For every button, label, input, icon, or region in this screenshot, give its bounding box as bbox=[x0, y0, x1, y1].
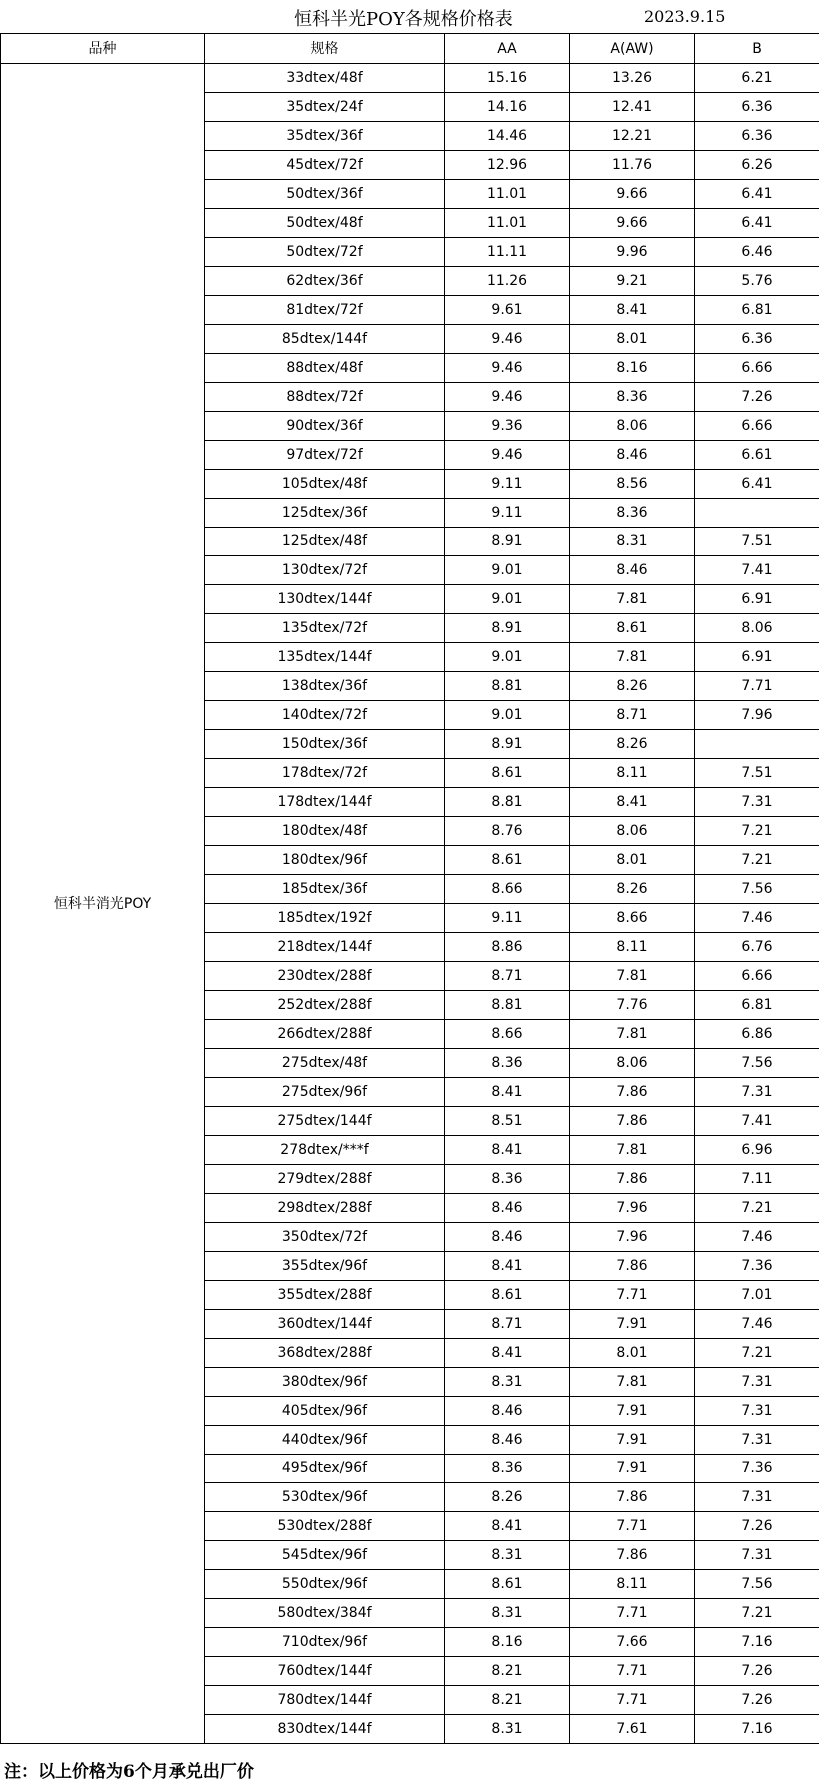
aaw-price-cell: 8.06 bbox=[570, 1048, 695, 1077]
aaw-price-cell: 7.61 bbox=[570, 1715, 695, 1744]
aa-price-cell: 8.46 bbox=[445, 1193, 570, 1222]
aaw-price-cell: 8.36 bbox=[570, 382, 695, 411]
spec-cell: 580dtex/384f bbox=[205, 1599, 445, 1628]
page-title: 恒科半光POY各规格价格表 bbox=[294, 9, 513, 30]
aa-price-cell: 8.36 bbox=[445, 1048, 570, 1077]
b-price-cell: 6.41 bbox=[695, 469, 819, 498]
spec-cell: 780dtex/144f bbox=[205, 1686, 445, 1715]
aa-price-cell: 8.41 bbox=[445, 1251, 570, 1280]
aa-price-cell: 8.66 bbox=[445, 875, 570, 904]
aaw-price-cell: 7.81 bbox=[570, 1367, 695, 1396]
b-price-cell: 7.21 bbox=[695, 1599, 819, 1628]
aa-price-cell: 9.46 bbox=[445, 324, 570, 353]
aaw-price-cell: 9.66 bbox=[570, 179, 695, 208]
b-price-cell: 7.16 bbox=[695, 1628, 819, 1657]
spec-cell: 350dtex/72f bbox=[205, 1222, 445, 1251]
b-price-cell: 7.51 bbox=[695, 527, 819, 556]
aaw-price-cell: 7.91 bbox=[570, 1309, 695, 1338]
b-price-cell: 7.36 bbox=[695, 1454, 819, 1483]
aaw-price-cell: 7.66 bbox=[570, 1628, 695, 1657]
spec-cell: 135dtex/144f bbox=[205, 643, 445, 672]
b-price-cell: 7.56 bbox=[695, 1570, 819, 1599]
aa-price-cell: 8.61 bbox=[445, 1280, 570, 1309]
aaw-price-cell: 8.26 bbox=[570, 730, 695, 759]
aa-price-cell: 11.26 bbox=[445, 266, 570, 295]
b-price-cell: 7.21 bbox=[695, 1193, 819, 1222]
b-price-cell: 6.21 bbox=[695, 64, 819, 93]
aaw-price-cell: 7.86 bbox=[570, 1077, 695, 1106]
b-price-cell: 7.46 bbox=[695, 1222, 819, 1251]
spec-cell: 355dtex/288f bbox=[205, 1280, 445, 1309]
aa-price-cell: 8.81 bbox=[445, 672, 570, 701]
aaw-price-cell: 8.26 bbox=[570, 672, 695, 701]
b-price-cell: 6.61 bbox=[695, 440, 819, 469]
b-price-cell: 6.81 bbox=[695, 295, 819, 324]
aaw-price-cell: 8.06 bbox=[570, 411, 695, 440]
b-price-cell: 7.46 bbox=[695, 1309, 819, 1338]
spec-cell: 50dtex/48f bbox=[205, 208, 445, 237]
b-price-cell: 6.66 bbox=[695, 962, 819, 991]
spec-cell: 130dtex/144f bbox=[205, 585, 445, 614]
aa-price-cell: 9.01 bbox=[445, 585, 570, 614]
b-price-cell: 7.36 bbox=[695, 1251, 819, 1280]
aa-price-cell: 8.41 bbox=[445, 1135, 570, 1164]
b-price-cell: 6.81 bbox=[695, 991, 819, 1020]
b-price-cell: 6.96 bbox=[695, 1135, 819, 1164]
aaw-price-cell: 7.71 bbox=[570, 1686, 695, 1715]
b-price-cell: 7.31 bbox=[695, 788, 819, 817]
aaw-price-cell: 7.96 bbox=[570, 1193, 695, 1222]
aaw-price-cell: 9.66 bbox=[570, 208, 695, 237]
spec-cell: 760dtex/144f bbox=[205, 1657, 445, 1686]
aaw-price-cell: 8.06 bbox=[570, 817, 695, 846]
spec-cell: 50dtex/72f bbox=[205, 237, 445, 266]
aa-price-cell: 8.31 bbox=[445, 1599, 570, 1628]
aaw-price-cell: 8.41 bbox=[570, 788, 695, 817]
spec-cell: 830dtex/144f bbox=[205, 1715, 445, 1744]
spec-cell: 35dtex/24f bbox=[205, 92, 445, 121]
aaw-price-cell: 12.41 bbox=[570, 92, 695, 121]
aaw-price-cell: 7.81 bbox=[570, 585, 695, 614]
spec-cell: 279dtex/288f bbox=[205, 1164, 445, 1193]
aaw-price-cell: 7.71 bbox=[570, 1599, 695, 1628]
spec-cell: 140dtex/72f bbox=[205, 701, 445, 730]
spec-cell: 275dtex/144f bbox=[205, 1106, 445, 1135]
spec-cell: 380dtex/96f bbox=[205, 1367, 445, 1396]
b-price-cell: 8.06 bbox=[695, 614, 819, 643]
b-price-cell: 6.41 bbox=[695, 208, 819, 237]
col-header-variety: 品种 bbox=[1, 34, 205, 64]
spec-cell: 178dtex/144f bbox=[205, 788, 445, 817]
spec-cell: 252dtex/288f bbox=[205, 991, 445, 1020]
aaw-price-cell: 7.71 bbox=[570, 1280, 695, 1309]
b-price-cell: 7.21 bbox=[695, 1338, 819, 1367]
spec-cell: 368dtex/288f bbox=[205, 1338, 445, 1367]
spec-cell: 33dtex/48f bbox=[205, 64, 445, 93]
aa-price-cell: 8.66 bbox=[445, 1019, 570, 1048]
b-price-cell: 6.66 bbox=[695, 353, 819, 382]
b-price-cell: 7.21 bbox=[695, 817, 819, 846]
spec-cell: 180dtex/48f bbox=[205, 817, 445, 846]
aa-price-cell: 8.31 bbox=[445, 1715, 570, 1744]
spec-cell: 105dtex/48f bbox=[205, 469, 445, 498]
spec-cell: 298dtex/288f bbox=[205, 1193, 445, 1222]
b-price-cell: 7.21 bbox=[695, 846, 819, 875]
aaw-price-cell: 8.56 bbox=[570, 469, 695, 498]
title-row bbox=[0, 0, 819, 33]
aa-price-cell: 12.96 bbox=[445, 150, 570, 179]
aaw-price-cell: 7.86 bbox=[570, 1164, 695, 1193]
aa-price-cell: 8.91 bbox=[445, 614, 570, 643]
b-price-cell: 7.41 bbox=[695, 556, 819, 585]
spec-cell: 138dtex/36f bbox=[205, 672, 445, 701]
aa-price-cell: 8.51 bbox=[445, 1106, 570, 1135]
spec-cell: 530dtex/288f bbox=[205, 1512, 445, 1541]
spec-cell: 85dtex/144f bbox=[205, 324, 445, 353]
spec-cell: 495dtex/96f bbox=[205, 1454, 445, 1483]
price-date: 2023.9.15 bbox=[644, 7, 726, 26]
spec-cell: 125dtex/36f bbox=[205, 498, 445, 527]
aa-price-cell: 8.16 bbox=[445, 1628, 570, 1657]
aa-price-cell: 8.41 bbox=[445, 1338, 570, 1367]
spec-cell: 81dtex/72f bbox=[205, 295, 445, 324]
b-price-cell: 7.71 bbox=[695, 672, 819, 701]
aaw-price-cell: 7.71 bbox=[570, 1512, 695, 1541]
aa-price-cell: 11.11 bbox=[445, 237, 570, 266]
b-price-cell: 7.31 bbox=[695, 1396, 819, 1425]
aa-price-cell: 8.61 bbox=[445, 846, 570, 875]
spec-cell: 550dtex/96f bbox=[205, 1570, 445, 1599]
spec-cell: 440dtex/96f bbox=[205, 1425, 445, 1454]
aa-price-cell: 9.61 bbox=[445, 295, 570, 324]
aa-price-cell: 8.91 bbox=[445, 730, 570, 759]
aaw-price-cell: 8.46 bbox=[570, 556, 695, 585]
b-price-cell: 7.16 bbox=[695, 1715, 819, 1744]
b-price-cell: 7.46 bbox=[695, 904, 819, 933]
b-price-cell bbox=[695, 730, 819, 759]
spec-cell: 130dtex/72f bbox=[205, 556, 445, 585]
spec-cell: 545dtex/96f bbox=[205, 1541, 445, 1570]
b-price-cell: 7.41 bbox=[695, 1106, 819, 1135]
b-price-cell: 6.76 bbox=[695, 933, 819, 962]
spec-cell: 125dtex/48f bbox=[205, 527, 445, 556]
spec-cell: 710dtex/96f bbox=[205, 1628, 445, 1657]
aaw-price-cell: 7.81 bbox=[570, 1135, 695, 1164]
b-price-cell: 7.11 bbox=[695, 1164, 819, 1193]
aa-price-cell: 14.16 bbox=[445, 92, 570, 121]
b-price-cell: 7.26 bbox=[695, 1657, 819, 1686]
price-table bbox=[0, 33, 819, 1744]
spec-cell: 405dtex/96f bbox=[205, 1396, 445, 1425]
aa-price-cell: 8.41 bbox=[445, 1512, 570, 1541]
aa-price-cell: 8.36 bbox=[445, 1454, 570, 1483]
aa-price-cell: 8.21 bbox=[445, 1657, 570, 1686]
aa-price-cell: 8.21 bbox=[445, 1686, 570, 1715]
b-price-cell: 7.01 bbox=[695, 1280, 819, 1309]
spec-cell: 135dtex/72f bbox=[205, 614, 445, 643]
aa-price-cell: 15.16 bbox=[445, 64, 570, 93]
aaw-price-cell: 8.66 bbox=[570, 904, 695, 933]
aa-price-cell: 9.01 bbox=[445, 701, 570, 730]
aa-price-cell: 8.61 bbox=[445, 1570, 570, 1599]
aa-price-cell: 8.61 bbox=[445, 759, 570, 788]
aaw-price-cell: 7.76 bbox=[570, 991, 695, 1020]
aaw-price-cell: 8.16 bbox=[570, 353, 695, 382]
b-price-cell: 7.56 bbox=[695, 1048, 819, 1077]
b-price-cell: 6.91 bbox=[695, 643, 819, 672]
aaw-price-cell: 8.36 bbox=[570, 498, 695, 527]
spec-cell: 178dtex/72f bbox=[205, 759, 445, 788]
aaw-price-cell: 8.01 bbox=[570, 846, 695, 875]
aa-price-cell: 8.86 bbox=[445, 933, 570, 962]
b-price-cell: 7.31 bbox=[695, 1541, 819, 1570]
col-header-spec: 规格 bbox=[205, 34, 445, 64]
b-price-cell: 7.31 bbox=[695, 1483, 819, 1512]
aa-price-cell: 8.71 bbox=[445, 1309, 570, 1338]
aaw-price-cell: 7.91 bbox=[570, 1454, 695, 1483]
aaw-price-cell: 8.31 bbox=[570, 527, 695, 556]
aaw-price-cell: 8.26 bbox=[570, 875, 695, 904]
b-price-cell: 7.31 bbox=[695, 1425, 819, 1454]
aa-price-cell: 9.01 bbox=[445, 556, 570, 585]
aa-price-cell: 9.46 bbox=[445, 440, 570, 469]
col-header-aa: AA bbox=[445, 34, 570, 64]
aa-price-cell: 8.41 bbox=[445, 1077, 570, 1106]
spec-cell: 275dtex/96f bbox=[205, 1077, 445, 1106]
aaw-price-cell: 7.81 bbox=[570, 1019, 695, 1048]
aaw-price-cell: 8.71 bbox=[570, 701, 695, 730]
aaw-price-cell: 8.01 bbox=[570, 324, 695, 353]
aa-price-cell: 9.36 bbox=[445, 411, 570, 440]
aaw-price-cell: 7.91 bbox=[570, 1396, 695, 1425]
b-price-cell: 6.91 bbox=[695, 585, 819, 614]
b-price-cell: 7.26 bbox=[695, 1686, 819, 1715]
aaw-price-cell: 7.86 bbox=[570, 1106, 695, 1135]
spec-cell: 88dtex/72f bbox=[205, 382, 445, 411]
aa-price-cell: 8.36 bbox=[445, 1164, 570, 1193]
aaw-price-cell: 7.71 bbox=[570, 1657, 695, 1686]
aa-price-cell: 11.01 bbox=[445, 208, 570, 237]
spec-cell: 185dtex/192f bbox=[205, 904, 445, 933]
spec-cell: 275dtex/48f bbox=[205, 1048, 445, 1077]
spec-cell: 530dtex/96f bbox=[205, 1483, 445, 1512]
b-price-cell: 6.86 bbox=[695, 1019, 819, 1048]
aa-price-cell: 8.71 bbox=[445, 962, 570, 991]
spec-cell: 355dtex/96f bbox=[205, 1251, 445, 1280]
b-price-cell: 6.66 bbox=[695, 411, 819, 440]
col-header-aaw: A(AW) bbox=[570, 34, 695, 64]
b-price-cell: 6.36 bbox=[695, 324, 819, 353]
table-row bbox=[1, 64, 819, 93]
spec-cell: 35dtex/36f bbox=[205, 121, 445, 150]
spec-cell: 88dtex/48f bbox=[205, 353, 445, 382]
aaw-price-cell: 12.21 bbox=[570, 121, 695, 150]
aa-price-cell: 8.46 bbox=[445, 1396, 570, 1425]
col-header-b: B bbox=[695, 34, 819, 64]
spec-cell: 185dtex/36f bbox=[205, 875, 445, 904]
b-price-cell: 7.31 bbox=[695, 1367, 819, 1396]
aa-price-cell: 8.91 bbox=[445, 527, 570, 556]
b-price-cell: 6.36 bbox=[695, 92, 819, 121]
b-price-cell: 7.51 bbox=[695, 759, 819, 788]
spec-cell: 180dtex/96f bbox=[205, 846, 445, 875]
header-row bbox=[1, 34, 819, 64]
spec-cell: 360dtex/144f bbox=[205, 1309, 445, 1338]
b-price-cell: 7.26 bbox=[695, 382, 819, 411]
b-price-cell: 7.96 bbox=[695, 701, 819, 730]
aaw-price-cell: 7.81 bbox=[570, 643, 695, 672]
aa-price-cell: 8.81 bbox=[445, 991, 570, 1020]
aa-price-cell: 8.46 bbox=[445, 1425, 570, 1454]
aa-price-cell: 9.11 bbox=[445, 904, 570, 933]
aaw-price-cell: 8.01 bbox=[570, 1338, 695, 1367]
aaw-price-cell: 8.11 bbox=[570, 1570, 695, 1599]
spec-cell: 278dtex/***f bbox=[205, 1135, 445, 1164]
spec-cell: 90dtex/36f bbox=[205, 411, 445, 440]
b-price-cell: 6.26 bbox=[695, 150, 819, 179]
aa-price-cell: 8.81 bbox=[445, 788, 570, 817]
spec-cell: 50dtex/36f bbox=[205, 179, 445, 208]
aaw-price-cell: 9.21 bbox=[570, 266, 695, 295]
aaw-price-cell: 13.26 bbox=[570, 64, 695, 93]
aa-price-cell: 8.46 bbox=[445, 1222, 570, 1251]
price-table-body bbox=[1, 64, 819, 1744]
aa-price-cell: 9.11 bbox=[445, 469, 570, 498]
aa-price-cell: 11.01 bbox=[445, 179, 570, 208]
aaw-price-cell: 7.96 bbox=[570, 1222, 695, 1251]
b-price-cell: 6.41 bbox=[695, 179, 819, 208]
aa-price-cell: 9.01 bbox=[445, 643, 570, 672]
aa-price-cell: 8.76 bbox=[445, 817, 570, 846]
aaw-price-cell: 7.86 bbox=[570, 1483, 695, 1512]
spec-cell: 230dtex/288f bbox=[205, 962, 445, 991]
aa-price-cell: 9.11 bbox=[445, 498, 570, 527]
aaw-price-cell: 7.81 bbox=[570, 962, 695, 991]
spec-cell: 97dtex/72f bbox=[205, 440, 445, 469]
b-price-cell: 5.76 bbox=[695, 266, 819, 295]
spec-cell: 218dtex/144f bbox=[205, 933, 445, 962]
b-price-cell: 7.31 bbox=[695, 1077, 819, 1106]
spec-cell: 62dtex/36f bbox=[205, 266, 445, 295]
b-price-cell: 6.46 bbox=[695, 237, 819, 266]
aaw-price-cell: 11.76 bbox=[570, 150, 695, 179]
b-price-cell: 7.26 bbox=[695, 1512, 819, 1541]
aaw-price-cell: 7.86 bbox=[570, 1251, 695, 1280]
aa-price-cell: 8.31 bbox=[445, 1367, 570, 1396]
aa-price-cell: 14.46 bbox=[445, 121, 570, 150]
footer-note: 注：以上价格为6个月承兑出厂价 bbox=[4, 1762, 254, 1782]
aaw-price-cell: 8.46 bbox=[570, 440, 695, 469]
aaw-price-cell: 9.96 bbox=[570, 237, 695, 266]
aaw-price-cell: 8.11 bbox=[570, 933, 695, 962]
aa-price-cell: 9.46 bbox=[445, 353, 570, 382]
aaw-price-cell: 8.11 bbox=[570, 759, 695, 788]
spec-cell: 45dtex/72f bbox=[205, 150, 445, 179]
aaw-price-cell: 8.41 bbox=[570, 295, 695, 324]
aa-price-cell: 8.26 bbox=[445, 1483, 570, 1512]
aa-price-cell: 9.46 bbox=[445, 382, 570, 411]
b-price-cell: 6.36 bbox=[695, 121, 819, 150]
spec-cell: 150dtex/36f bbox=[205, 730, 445, 759]
spec-cell: 266dtex/288f bbox=[205, 1019, 445, 1048]
aaw-price-cell: 8.61 bbox=[570, 614, 695, 643]
aaw-price-cell: 7.86 bbox=[570, 1541, 695, 1570]
b-price-cell bbox=[695, 498, 819, 527]
b-price-cell: 7.56 bbox=[695, 875, 819, 904]
variety-cell: 恒科半消光POY bbox=[1, 64, 205, 1744]
aaw-price-cell: 7.91 bbox=[570, 1425, 695, 1454]
aa-price-cell: 8.31 bbox=[445, 1541, 570, 1570]
